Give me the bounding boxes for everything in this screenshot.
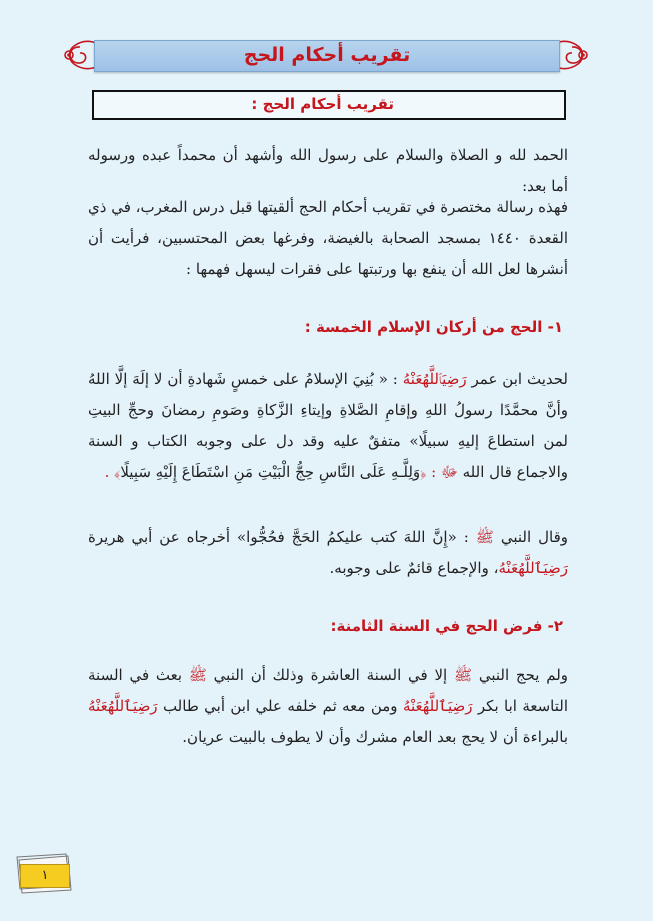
framed-title: تقريب أحكام الحج :	[251, 95, 394, 113]
paragraph-text: إلا في السنة العاشرة وذلك أن النبي	[206, 666, 454, 684]
honorific-text: رَضِيَٱللَّهُعَنْهُ	[402, 697, 473, 715]
honorific-text: ﷺ	[453, 666, 473, 684]
honorific-text: ﷺ	[475, 528, 494, 546]
framed-title-box	[92, 90, 566, 120]
verse-open-bracket: : ﴿	[420, 463, 441, 481]
paragraph-end: ، والإجماع قائمٌ على وجوبه.	[329, 559, 499, 577]
honorific-text: ﷻ	[440, 463, 458, 481]
paragraph-text: ومن معه ثم خلفه علي ابن أبي طالب	[157, 697, 403, 715]
honorific-text: ﷺ	[188, 666, 207, 684]
section-2-paragraph	[88, 660, 568, 753]
paragraph-text: بعث في السنة التاسعة ابا بكر	[88, 666, 568, 715]
paragraph-1: فهذه رسالة مختصرة في تقريب أحكام الحج ألقيتها قبل درس المغرب، في ذي القعدة ١٤٤٠ بمسجد الصحابة بالغيضة، وفرغها بعض المحتسبين، فرأيت أن أنشرها لعل الله أن ينفع بها ورتبتها على فقرات ليسهل فهمها :	[88, 198, 569, 278]
honorific-text: رَضِيَٱللَّهُعَنْهُ	[498, 559, 568, 577]
paragraph-end: بالبراءة أن لا يحج بعد العام مشرك وأن لا يطوف بالبيت عريان.	[182, 728, 568, 746]
page-number: ١	[20, 864, 70, 888]
header-banner	[94, 40, 560, 72]
page-number-badge	[16, 852, 74, 896]
hadith-lead: لحديث ابن عمر	[471, 370, 568, 388]
honorific-text: رَضِيَٱللَّهُعَنْهُ	[402, 370, 467, 388]
section-1-paragraph-2	[88, 522, 568, 584]
hadith-text: : « بُنِيَ الإسلامُ على خمسٍ شَهادةِ أن لا إلَهَ إلَّا اللهُ وأنَّ محمَّدًا رسولُ اللهِ وإقامِ الصَّلاةِ وإيتاءِ الزَّكاةِ وصَومِ رمضانَ وحجِّ البيتِ لمن استطاعَ إليهِ سبيلًا» متفقٌ عليه وقد دل على وجوبه الكتاب و السنة والاجماع قال الله	[88, 370, 568, 481]
paragraph-lead: ولم يحج النبي	[472, 666, 569, 684]
section-1-paragraph-1	[88, 364, 568, 488]
paragraph-text: : «إِنَّ اللهَ كتب عليكمُ الحَجَّ فحُجُّوا» أخرجاه عن أبي هريرة	[88, 528, 476, 546]
section-2-heading: ٢- فرض الحج في السنة الثامنة:	[330, 617, 563, 635]
banner-title: تقريب أحكام الحج	[243, 44, 411, 66]
intro-paragraph: الحمد لله و الصلاة والسلام على رسول الله وأشهد أن محمداً عبده ورسوله أما بعد:	[88, 146, 568, 195]
verse-close-bracket: ﴾ .	[104, 463, 121, 481]
honorific-text: رَضِيَٱللَّهُعَنْهُ	[88, 697, 158, 715]
paragraph-lead: وقال النبي	[500, 528, 568, 546]
section-1-heading: ١- الحج من أركان الإسلام الخمسة :	[304, 318, 563, 336]
quran-verse: وَلِلَّـهِ عَلَى النَّاسِ حِجُّ الْبَيْتِ مَنِ اسْتَطَاعَ إِلَيْهِ سَبِيلًا	[120, 463, 421, 481]
